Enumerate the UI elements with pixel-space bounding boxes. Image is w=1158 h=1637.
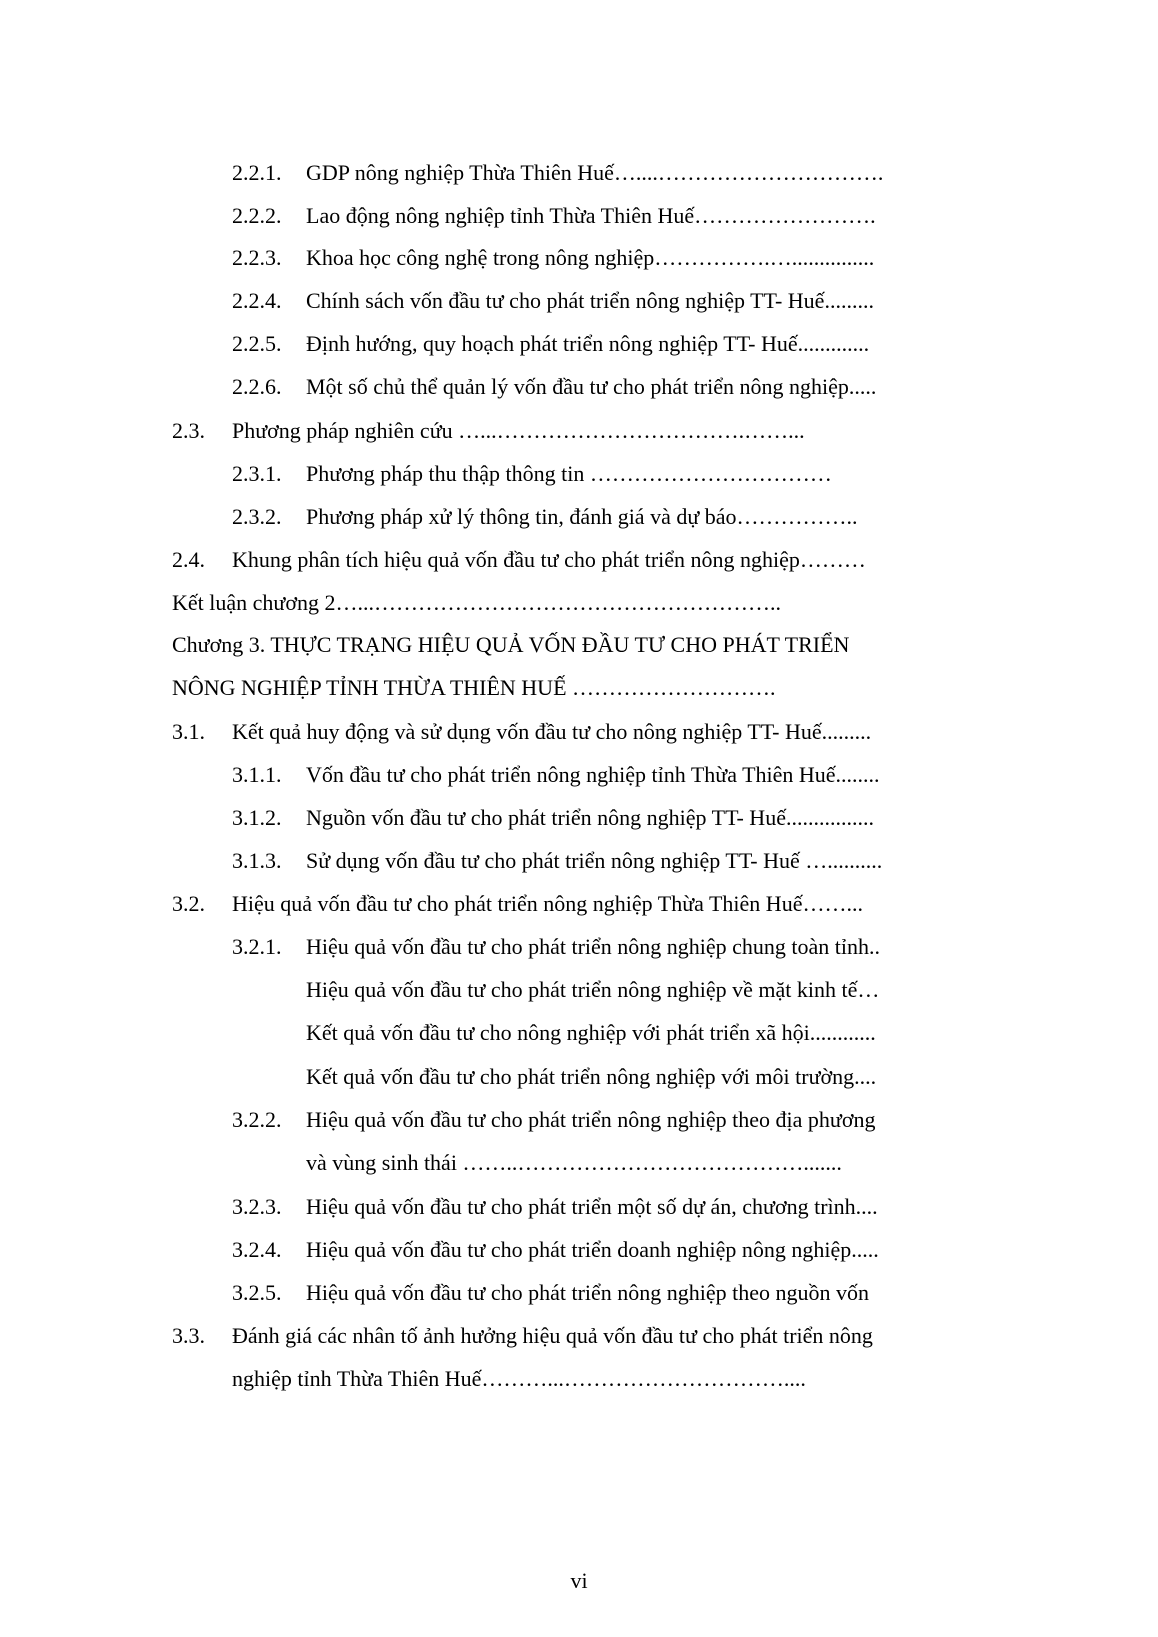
toc-entry-title: Hiệu quả vốn đầu tư cho phát triển nông nghiệp theo nguồn vốn (306, 1280, 870, 1305)
toc-entry-title: Khoa học công nghệ trong nông nghiệp…………….…............... (306, 245, 875, 270)
toc-entry-title: Sử dụng vốn đầu tư cho phát triển nông nghiệp TT- Huế ….......... (306, 848, 883, 873)
toc-entry-title: Kết quả vốn đầu tư cho nông nghiệp với phát triển xã hội............ (306, 1020, 876, 1045)
toc-entry-number: 3.2.4. (232, 1237, 282, 1262)
toc-entry-title: Phương pháp nghiên cứu …...…………………………….……... (232, 418, 805, 443)
toc-entry-number: 2.2.6. (232, 374, 282, 399)
toc-entry-number: 2.4. (172, 547, 205, 572)
toc-entry-title: Hiệu quả vốn đầu tư cho phát triển doanh nghiệp nông nghiệp..... (306, 1237, 879, 1262)
toc-entry-title: Hiệu quả vốn đầu tư cho phát triển nông nghiệp theo địa phương (306, 1107, 876, 1132)
toc-entry-number: 3.2.5. (232, 1280, 282, 1305)
toc-entry-number: 3.1.3. (232, 848, 282, 873)
toc-entry-number: 3.2.3. (232, 1194, 282, 1219)
toc-entry-number: 3.1.1. (232, 762, 282, 787)
toc-entry-number: 2.2.1. (232, 160, 282, 185)
toc-entry-title: Lao động nông nghiệp tỉnh Thừa Thiên Huế……………………. (306, 203, 876, 228)
toc-entry-number: 3.2.2. (232, 1107, 282, 1132)
toc-entry-title: Hiệu quả vốn đầu tư cho phát triển nông nghiệp về mặt kinh tế… (306, 977, 880, 1002)
toc-entry-title: Hiệu quả vốn đầu tư cho phát triển nông nghiệp Thừa Thiên Huế……... (232, 891, 863, 916)
toc-entry-title: Hiệu quả vốn đầu tư cho phát triển một số dự án, chương trình.... (306, 1194, 878, 1219)
toc-entry-number: 3.2.1. (232, 934, 282, 959)
toc-entry-number: 2.2.2. (232, 203, 282, 228)
toc-entry-title: Kết quả huy động và sử dụng vốn đầu tư cho nông nghiệp TT- Huế......... (232, 719, 872, 744)
page-number: vi (570, 1568, 588, 1593)
toc-entry-title: Đánh giá các nhân tố ảnh hưởng hiệu quả vốn đầu tư cho phát triển nông (232, 1323, 873, 1348)
toc-entry-number: 2.3.1. (232, 461, 282, 486)
toc-entry-title: Kết quả vốn đầu tư cho phát triển nông nghiệp với môi trường.... (306, 1064, 877, 1089)
toc-entry-title: Vốn đầu tư cho phát triển nông nghiệp tỉnh Thừa Thiên Huế........ (306, 762, 880, 787)
toc-entry-title: Một số chủ thể quản lý vốn đầu tư cho phát triển nông nghiệp..... (306, 374, 877, 399)
toc-entry-number: 2.3. (172, 418, 205, 443)
toc-entry-number: 3.2. (172, 891, 205, 916)
toc-entry-title: Định hướng, quy hoạch phát triển nông nghiệp TT- Huế............. (306, 331, 870, 356)
toc-entry-title: Chương 3. THỰC TRẠNG HIỆU QUẢ VỐN ĐẦU TƯ CHO PHÁT TRIỂN (172, 632, 850, 657)
toc-entry-title: Khung phân tích hiệu quả vốn đầu tư cho phát triển nông nghiệp……… (232, 547, 866, 572)
toc-entry-title: GDP nông nghiệp Thừa Thiên Huế…....…………………………. (306, 160, 884, 185)
toc-entry-number: 3.1.2. (232, 805, 282, 830)
toc-entry-title: Chính sách vốn đầu tư cho phát triển nông nghiệp TT- Huế......... (306, 288, 874, 313)
toc-entry-title: Phương pháp thu thập thông tin …………………………… (306, 461, 832, 486)
toc-entry-number: 2.2.5. (232, 331, 282, 356)
toc-entry-title: Nguồn vốn đầu tư cho phát triển nông nghiệp TT- Huế................ (306, 805, 874, 830)
toc-entry-title: NÔNG NGHIỆP TỈNH THỪA THIÊN HUẾ ………………………. (172, 675, 776, 700)
toc-entry-number: 3.3. (172, 1323, 205, 1348)
toc-entry-title: và vùng sinh thái ……..…………………………………....... (306, 1150, 842, 1175)
toc-entry-number: 2.2.3. (232, 245, 282, 270)
toc-entry-title: Phương pháp xử lý thông tin, đánh giá và dự báo…………….. (306, 504, 858, 529)
toc-entry-number: 3.1. (172, 719, 205, 744)
toc-entry-number: 2.3.2. (232, 504, 282, 529)
toc-entry-title: nghiệp tỉnh Thừa Thiên Huế………...………………………….... (232, 1366, 806, 1391)
toc-entry-title: Kết luận chương 2…...……………………………………………….. (172, 590, 781, 615)
toc-entry-title: Hiệu quả vốn đầu tư cho phát triển nông nghiệp chung toàn tỉnh.. (306, 934, 881, 959)
toc-entry-number: 2.2.4. (232, 288, 282, 313)
